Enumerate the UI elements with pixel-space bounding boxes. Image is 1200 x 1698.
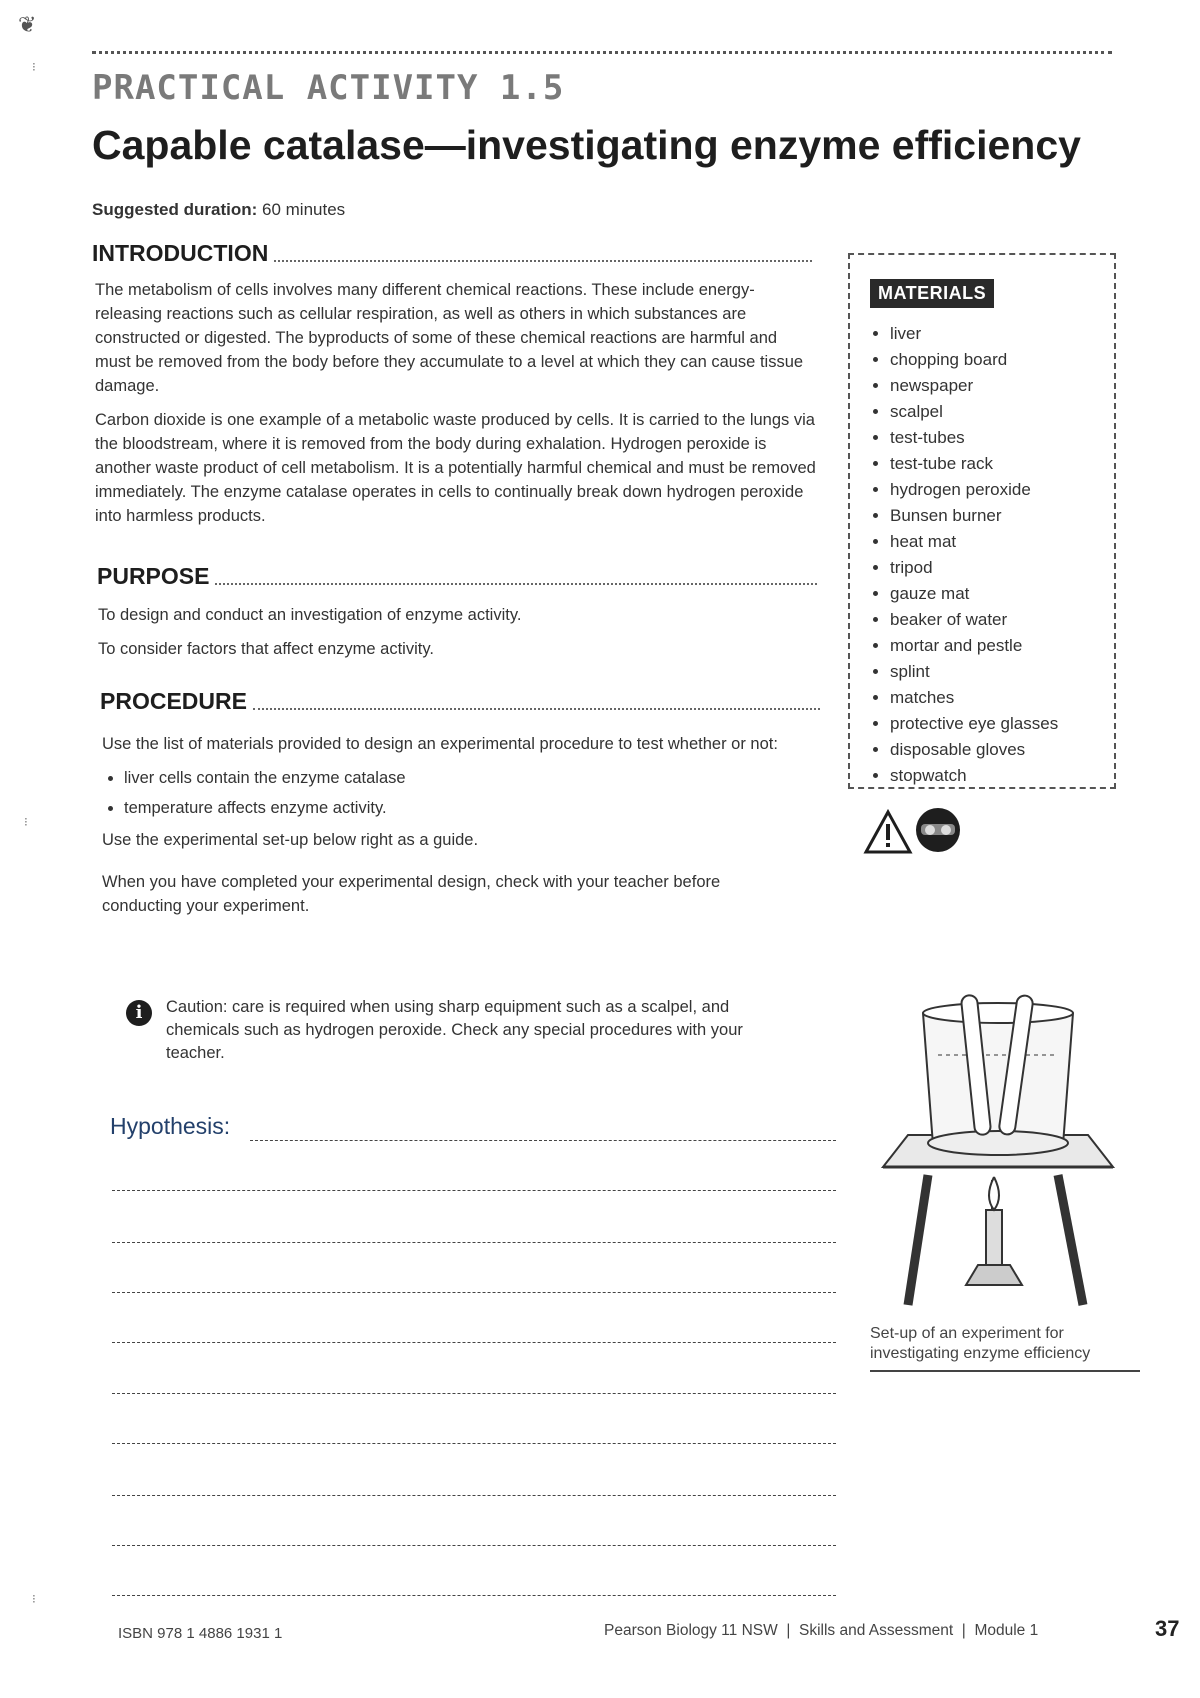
page-number: 37 (1155, 1616, 1180, 1641)
purpose-body (98, 603, 818, 671)
list-item: • gauze mat (890, 581, 1058, 607)
book-info: Pearson Biology 11 NSW | Skills and Assessment | Module 1 (604, 1622, 1039, 1639)
safety-glasses-icon (916, 808, 960, 852)
answer-line[interactable] (112, 1242, 836, 1243)
list-item: • mortar and pestle (890, 633, 1058, 659)
bunsen-burner (986, 1210, 1002, 1270)
hypothesis-label: Hypothesis: (110, 1113, 231, 1139)
list-item: • protective eye glasses (890, 711, 1058, 737)
info-icon: i (126, 1000, 152, 1026)
tripod-leg (908, 1175, 928, 1305)
suggested-duration (92, 200, 345, 220)
scan-mark: ❦ (18, 12, 37, 37)
procedure-bullets (102, 766, 802, 820)
introduction-paragraph: Carbon dioxide is one example of a metabolic waste produced by cells. It is carried to the lungs via the bloodstream, where it is removed from the body during exhalation. Hydrogen peroxide is another waste product of cell metabolism. It is a potentially harmful chemical and must be removed immediately. The enzyme catalase operates in cells to continually break down hydrogen peroxide into harmless products. (95, 411, 816, 525)
list-item: • temperature affects enzyme activity. (124, 796, 802, 820)
list-item: • hydrogen peroxide (890, 477, 1058, 503)
list-item: • disposable gloves (890, 737, 1058, 763)
introduction-body (95, 278, 817, 538)
isbn: ISBN 978 1 4886 1931 1 (118, 1625, 283, 1642)
flame (989, 1177, 999, 1210)
answer-line[interactable] (112, 1292, 836, 1293)
figure-caption: Set-up of an experiment for investigating enzyme efficiency (870, 1324, 1140, 1372)
purpose-heading: PURPOSE (97, 563, 817, 590)
procedure-body (102, 732, 802, 928)
materials-list (870, 321, 1058, 789)
list-item: • stopwatch (890, 763, 1058, 789)
duration-label: Suggested duration: (92, 200, 258, 219)
answer-line[interactable] (112, 1393, 836, 1394)
list-item: • liver (890, 321, 1058, 347)
answer-line[interactable] (250, 1140, 836, 1141)
answer-line[interactable] (112, 1495, 836, 1496)
list-item: • Bunsen burner (890, 503, 1058, 529)
margin-mark: ⁝ (32, 1592, 36, 1606)
materials-heading: MATERIALS (870, 279, 994, 308)
duration-value: 60 minutes (262, 200, 346, 219)
answer-line[interactable] (112, 1545, 836, 1546)
margin-mark: ⁝ (24, 815, 28, 829)
list-item: • chopping board (890, 347, 1058, 373)
list-item: • heat mat (890, 529, 1058, 555)
safety-icons (862, 806, 972, 856)
answer-line[interactable] (112, 1443, 836, 1444)
list-item: • matches (890, 685, 1058, 711)
procedure-intro: Use the list of materials provided to design an experimental procedure to test whether or not: (102, 735, 778, 753)
list-item: • beaker of water (890, 607, 1058, 633)
list-item: • tripod (890, 555, 1058, 581)
list-item: • test-tube rack (890, 451, 1058, 477)
warning-triangle-icon (866, 812, 910, 852)
answer-line[interactable] (112, 1342, 836, 1343)
page-title: Capable catalase—investigating enzyme efficiency (92, 122, 1081, 168)
introduction-heading: INTRODUCTION (92, 240, 812, 267)
materials-box (848, 253, 1116, 789)
list-item: • test-tubes (890, 425, 1058, 451)
procedure-heading: PROCEDURE (100, 688, 820, 715)
caution-text: Caution: care is required when using sharp equipment such as a scalpel, and chemicals such as hydrogen peroxide. Check any special procedures with your teacher. (166, 998, 743, 1062)
margin-mark: ⁝ (32, 60, 36, 74)
answer-line[interactable] (112, 1190, 836, 1191)
purpose-line: To consider factors that affect enzyme activity. (98, 640, 434, 658)
answer-line[interactable] (112, 1595, 836, 1596)
purpose-line: To design and conduct an investigation of enzyme activity. (98, 606, 522, 624)
list-item: • newspaper (890, 373, 1058, 399)
list-item: • splint (890, 659, 1058, 685)
list-item: • liver cells contain the enzyme catalase (124, 766, 802, 790)
list-item: • scalpel (890, 399, 1058, 425)
procedure-guide: Use the experimental set-up below right as a guide. (102, 831, 479, 849)
experiment-setup-illustration (868, 985, 1138, 1315)
procedure-check: When you have completed your experimental design, check with your teacher before conducting your experiment. (102, 873, 721, 915)
introduction-paragraph: The metabolism of cells involves many different chemical reactions. These include energy-releasing reactions such as cellular respiration, as well as others in which substances are constructed or digested. The byproducts of some of these chemical reactions are harmful and must be removed from the body before they accumulate to a level at which they can cause tissue damage. (95, 281, 804, 395)
tripod-leg (1058, 1175, 1083, 1305)
top-rule (92, 51, 1112, 54)
activity-number: PRACTICAL ACTIVITY 1.5 (92, 68, 565, 108)
